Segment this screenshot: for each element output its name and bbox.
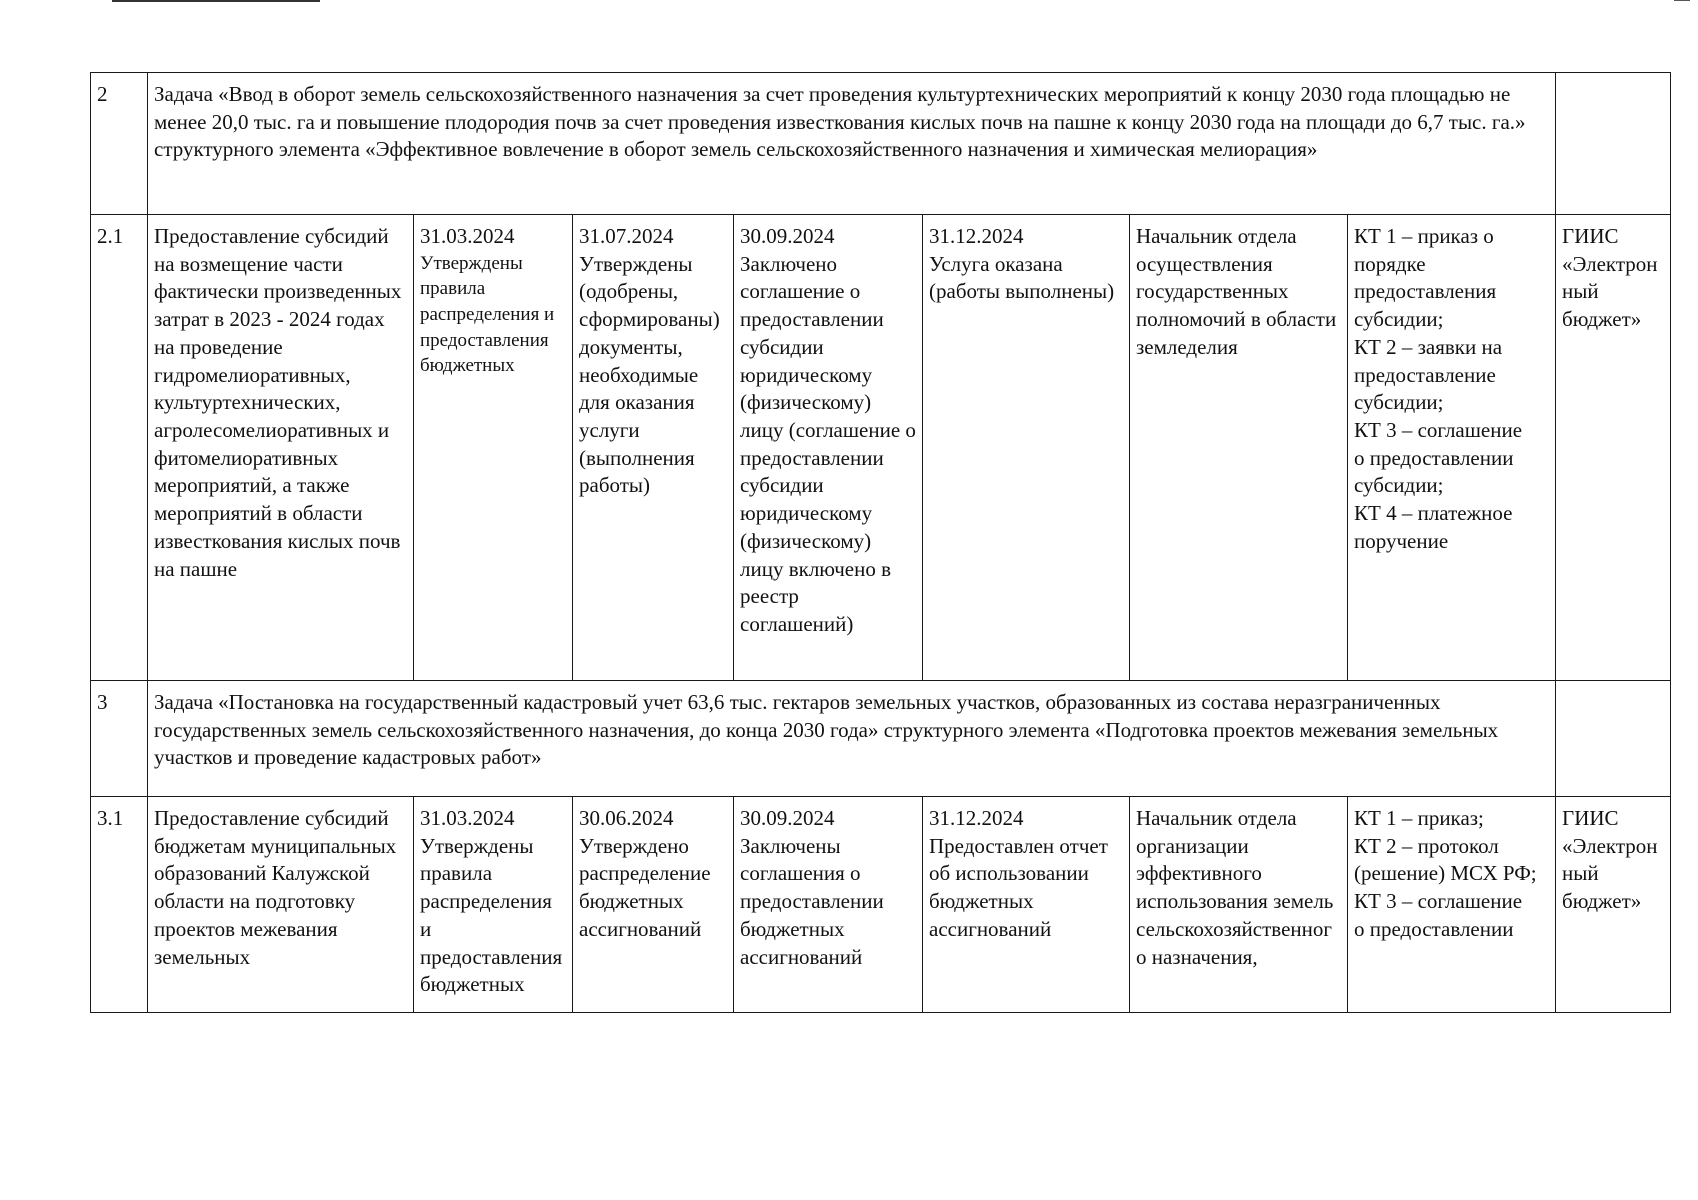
measure-row-2-1 (91, 215, 1671, 681)
q3-date: 30.09.2024 (740, 806, 835, 830)
q3-cell (734, 215, 923, 681)
responsible-cell: Начальник отдела осуществления государственных полномочий в области земледелия (1130, 215, 1348, 681)
checkpoint-item: КТ 1 – приказ о порядке предоставления субсидии; (1354, 224, 1497, 332)
checkpoints-cell (1348, 215, 1556, 681)
q2-date: 31.07.2024 (579, 224, 674, 248)
row-number: 2 (91, 73, 148, 215)
checkpoint-item: КТ 3 – соглашение (1354, 418, 1523, 443)
checkpoint-item: КТ 1 – приказ; (1354, 806, 1484, 830)
row-number: 3 (91, 681, 148, 797)
measure-description: Предоставление субсидий бюджетам муниципальных образований Калужской области на подготовку проектов межевания земельных (148, 797, 414, 1013)
checkpoint-item: КТ 2 – заявки на предоставление субсидии; (1354, 334, 1503, 415)
corner-mark (1674, 0, 1690, 1)
q2-cell (573, 215, 734, 681)
q4-date: 31.12.2024 (929, 224, 1024, 248)
q1-cell (414, 797, 573, 1013)
q3-cell (734, 797, 923, 1013)
q2-text: Утверждены (одобрены, сформированы) документы, необходимые для оказания услуги (выполнения работы) (579, 251, 720, 498)
measure-row-3-1 (91, 797, 1671, 1013)
empty-cell (1556, 681, 1671, 797)
q4-cell (923, 215, 1130, 681)
q3-date: 30.09.2024 (740, 224, 835, 248)
q1-date: 31.03.2024 (420, 806, 515, 830)
empty-cell (1556, 73, 1671, 215)
checkpoint-item: о предоставлении субсидии; (1354, 445, 1514, 498)
measure-description: Предоставление субсидий на возмещение части фактически произведенных затрат в 2023 - 2024 годах на проведение гидромелиоративных, культуртехнических, агролесомелиоративных и фитомелиоративных мероприятий, а также мероприятий в области известкования кислых почв на пашне (148, 215, 414, 681)
top-rule (112, 0, 320, 2)
q3-text: Заключено соглашение о предоставлении субсидии юридическому (физическому) лицу (соглашение о предоставлении субсидии юридическому (физическому) лицу включено в реестр соглашений) (740, 251, 916, 637)
q4-text: Услуга оказана (работы выполнены) (929, 251, 1115, 304)
q2-cell (573, 797, 734, 1013)
q1-date: 31.03.2024 (420, 224, 515, 248)
q1-cell (414, 215, 573, 681)
task-text: Задача «Постановка на государственный кадастровый учет 63,6 тыс. гектаров земельных участков, образованных из состава неразграниченных государственных земель сельскохозяйственного назначения, до конца 2030 года» структурного элемента «Подготовка проектов межевания земельных участков и проведение кадастровых работ» (148, 681, 1556, 797)
q3-text: Заключены соглашения о предоставлении бюджетных ассигнований (740, 833, 884, 969)
checkpoint-item: КТ 3 – соглашение (1354, 889, 1523, 914)
task-text: Задача «Ввод в оборот земель сельскохозяйственного назначения за счет проведения культуртехнических мероприятий к концу 2030 года площадью не менее 20,0 тыс. га и повышение плодородия почв за счет проведения известкования кислых почв на пашне к концу 2030 года на площади до 6,7 тыс. га.» структурного элемента «Эффективное вовлечение в оборот земель сельскохозяйственного назначения и химическая мелиорация» (148, 73, 1556, 215)
checkpoint-item: КТ 2 – протокол (решение) МСХ РФ; (1354, 833, 1537, 886)
system-cell: ГИИС «Электронный бюджет» (1556, 797, 1671, 1013)
plan-table (90, 72, 1671, 1013)
checkpoints-cell (1348, 797, 1556, 1013)
task-row-2 (91, 73, 1671, 215)
checkpoint-item: о предоставлении (1354, 916, 1514, 941)
responsible-cell: Начальник отдела организации эффективного использования земель сельскохозяйственного назначения, (1130, 797, 1348, 1013)
q1-text: Утверждены правила распределения и предоставления бюджетных (420, 833, 563, 997)
q4-text: Предоставлен отчет об использовании бюджетных ассигнований (929, 833, 1108, 941)
system-cell: ГИИС «Электронный бюджет» (1556, 215, 1671, 681)
q2-date: 30.06.2024 (579, 806, 674, 830)
row-number: 3.1 (91, 797, 148, 1013)
q2-text: Утверждено распределение бюджетных ассигнований (579, 833, 711, 941)
row-number: 2.1 (91, 215, 148, 681)
q4-date: 31.12.2024 (929, 806, 1024, 830)
checkpoint-item: КТ 4 – платежное поручение (1354, 501, 1513, 553)
q1-text: Утверждены правила распределения и предоставления бюджетных (420, 252, 555, 377)
q4-cell (923, 797, 1130, 1013)
task-row-3 (91, 681, 1671, 797)
